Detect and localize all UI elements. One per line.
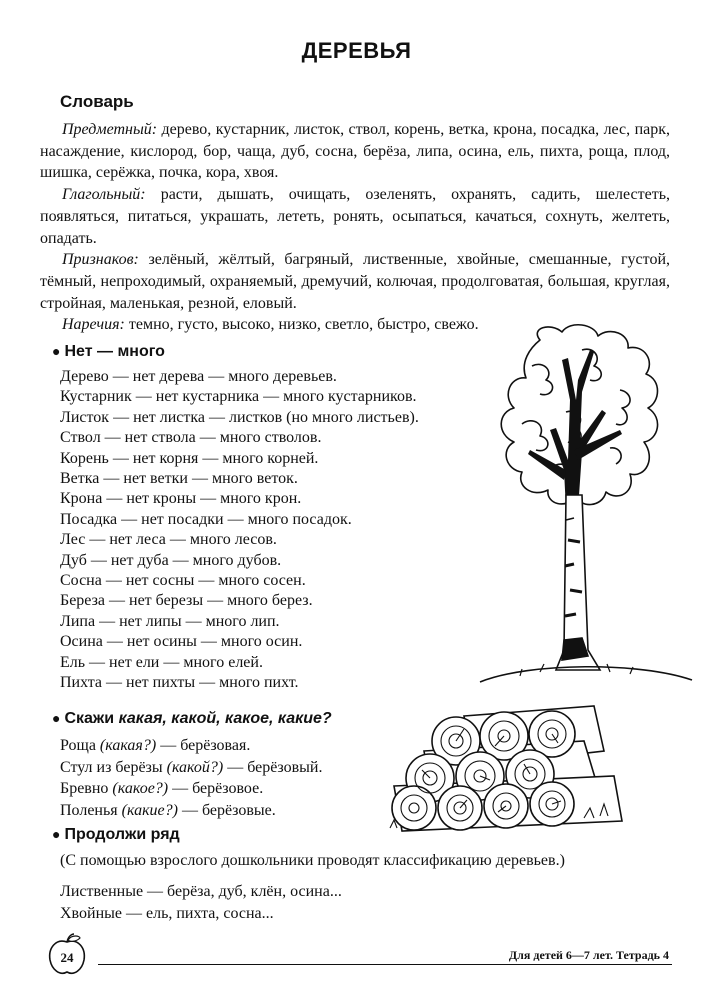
prodolzhi-heading-text: Продолжи ряд (64, 826, 180, 843)
net-mnogo-heading-text: Нет — много (64, 343, 165, 360)
kakaya-heading-plain: Скажи (64, 710, 119, 727)
list-item: Ветка — нет ветки — много веток. (60, 470, 298, 488)
footer-caption: Для детей 6—7 лет. Тетрадь 4 (508, 948, 669, 962)
question: (какие?) (121, 801, 178, 819)
word: Стул из берёзы (60, 758, 163, 776)
bullet-icon: ● (52, 710, 61, 726)
list-item (60, 735, 322, 757)
question: (какое?) (112, 780, 169, 797)
nouns-paragraph (40, 119, 670, 184)
page-number: 24 (60, 950, 74, 965)
list-item: Лес — нет леса — много лесов. (60, 531, 277, 549)
birch-tree-illustration (470, 320, 700, 690)
list-item (60, 778, 322, 800)
answer: — берёзовые. (181, 801, 276, 819)
word: Бревно (60, 780, 109, 797)
dictionary-heading: Словарь (60, 92, 134, 111)
list-item: Листок — нет листка — листков (но много листьев). (60, 408, 419, 426)
answer: — берёзовый. (227, 758, 323, 776)
net-mnogo-list (60, 367, 419, 694)
firewood-logs-illustration (384, 696, 634, 836)
list-item: Крона — нет кроны — много крон. (60, 490, 302, 508)
kakaya-list (60, 735, 322, 821)
bullet-icon: ● (52, 826, 61, 842)
adverbs-label: Наречия: (62, 316, 125, 334)
adjectives-paragraph (40, 249, 670, 314)
nouns-label: Предметный: (62, 121, 158, 138)
list-item: Осина — нет осины — много осин. (60, 633, 303, 651)
page-title: ДЕРЕВЬЯ (301, 38, 412, 63)
nouns-text: дерево, кустарник, листок, ствол, корень, ветка, крона, посадка, лес, парк, насаждение, кислород, бор, чаща, дуб, сосна, берёза, липа, осина, ель, пихта, роща, плод, шишка, серёжка, почка, кора, хвоя. (40, 121, 671, 182)
list-item (60, 757, 322, 779)
question: (какая?) (99, 737, 157, 754)
list-item: Ель — нет ели — много елей. (60, 653, 263, 671)
verbs-text: расти, дышать, очищать, озеленять, охранять, садить, шелестеть, появляться, питаться, украшать, лететь, ронять, осыпаться, качаться, сохнуть, желтеть, опадать. (40, 186, 670, 247)
prodolzhi-list (60, 881, 342, 925)
question: (какой?) (166, 758, 224, 776)
verbs-label: Глагольный: (62, 186, 146, 204)
dictionary-block (40, 119, 670, 336)
kakaya-heading (52, 710, 332, 728)
adjectives-text: зелёный, жёлтый, багряный, лиственные, хвойные, смешанные, густой, тёмный, непроходимый, охраняемый, дремучий, колючая, продолговатая, большая, круглая, стройная, маленькая, резной, еловый. (40, 251, 671, 312)
prodolzhi-note: (С помощью взрослого дошкольники проводят классификацию деревьев.) (60, 852, 565, 869)
list-item: Кустарник — нет кустарника — много кустарников. (60, 388, 417, 406)
list-item: Посадка — нет посадки — много посадок. (60, 510, 352, 528)
list-item: Корень — нет корня — много корней. (60, 449, 319, 467)
list-item: Хвойные — ель, пихта, сосна... (60, 905, 274, 922)
list-item: Лиственные — берёза, дуб, клён, осина... (60, 883, 342, 900)
prodolzhi-heading (52, 826, 180, 844)
adjectives-label: Признаков: (62, 251, 139, 269)
adverbs-text: темно, густо, высоко, низко, светло, быстро, свежо. (128, 316, 479, 334)
list-item: Липа — нет липы — много лип. (60, 612, 280, 630)
list-item: Дуб — нет дуба — много дубов. (60, 551, 282, 569)
list-item: Дерево — нет дерева — много деревьев. (60, 368, 337, 385)
word: Поленья (60, 801, 118, 819)
list-item: Ствол — нет ствола — много стволов. (60, 429, 322, 447)
footer-divider (98, 964, 672, 965)
list-item (60, 800, 322, 822)
word: Роща (60, 737, 96, 754)
list-item: Сосна — нет сосны — много сосен. (60, 572, 306, 590)
answer: — берёзовая. (160, 737, 251, 754)
bullet-icon: ● (52, 343, 61, 359)
net-mnogo-heading (52, 343, 165, 361)
verbs-paragraph (40, 184, 670, 249)
kakaya-heading-italic: какая, какой, какое, какие? (118, 710, 332, 727)
list-item: Пихта — нет пихты — много пихт. (60, 674, 299, 692)
answer: — берёзовое. (172, 780, 264, 797)
list-item: Береза — нет березы — много берез. (60, 592, 313, 610)
